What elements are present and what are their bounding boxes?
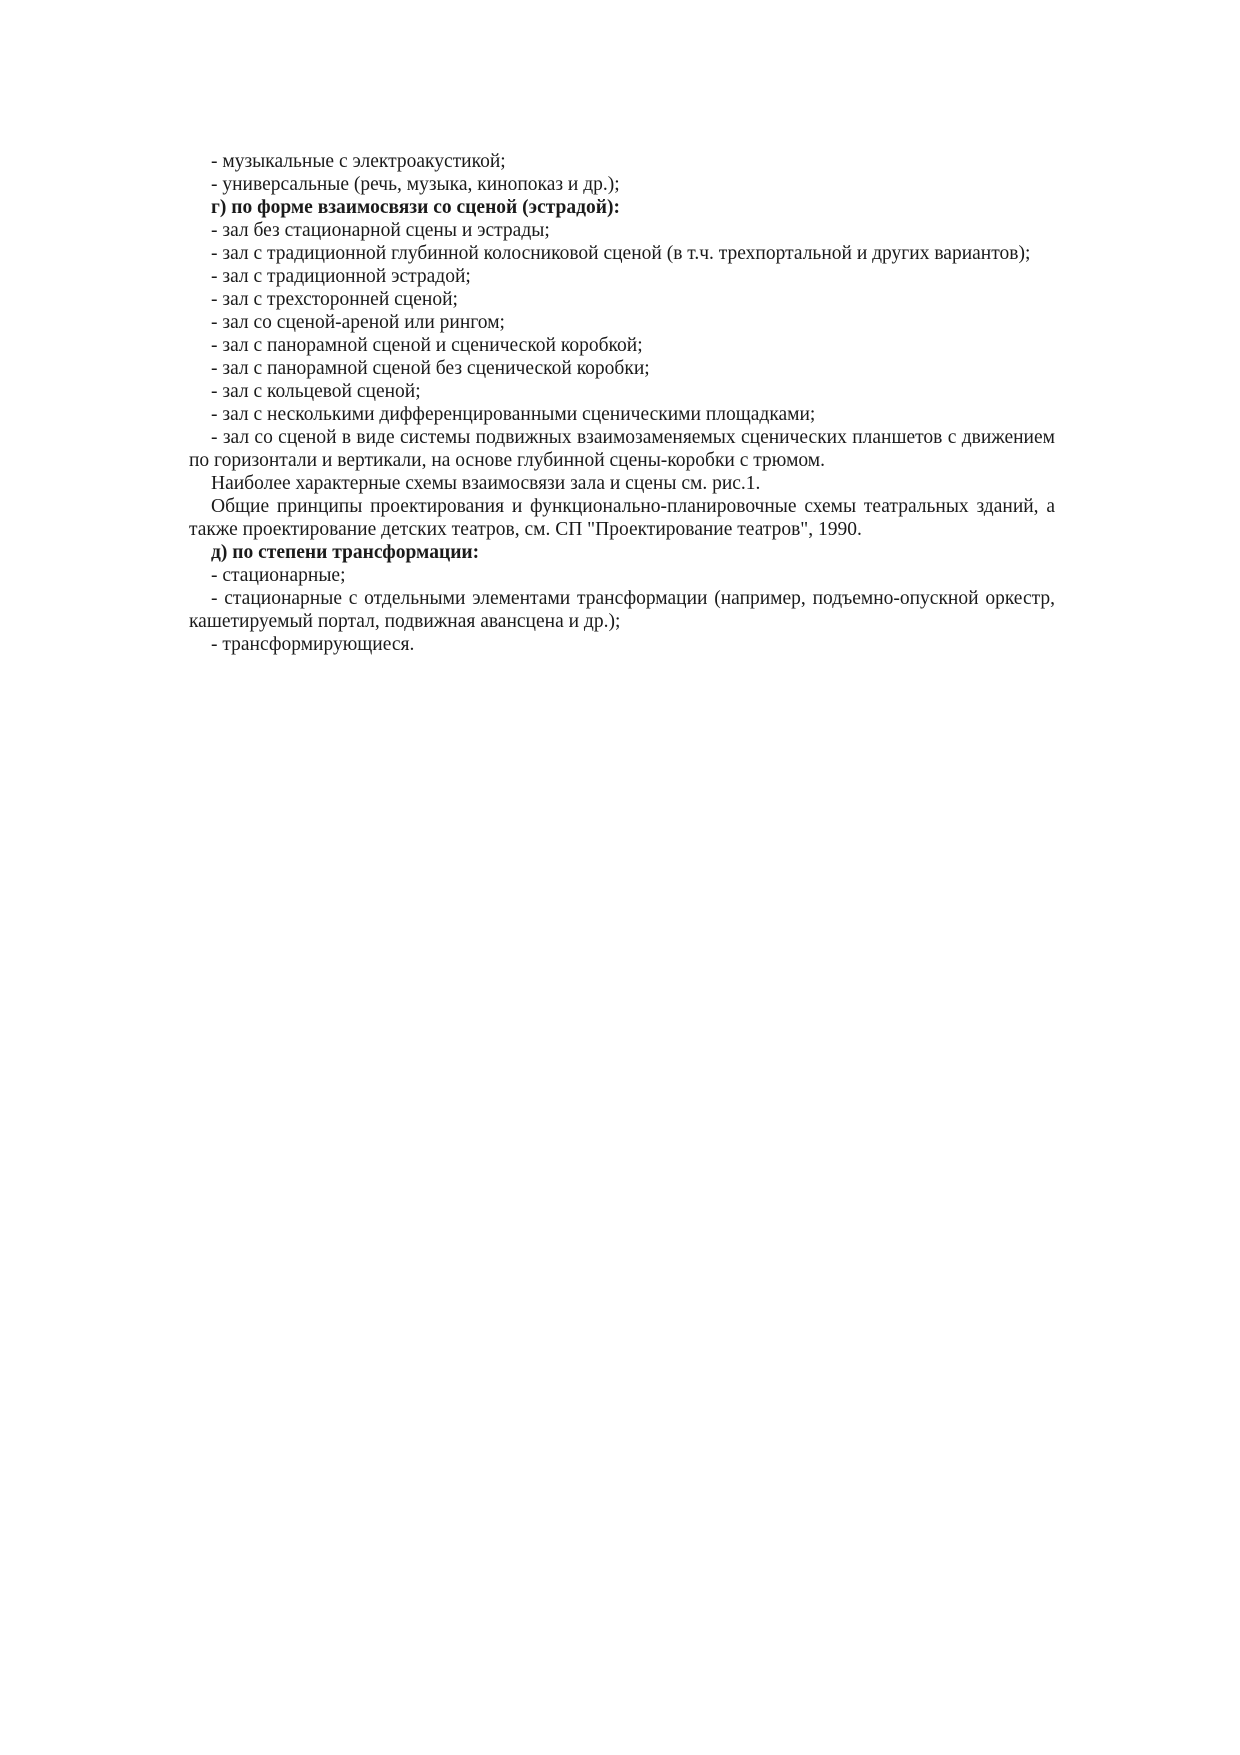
document-body	[189, 150, 1055, 656]
list-item: - стационарные с отдельными элементами трансформации (например, подъемно-опускной оркестр, кашетируемый портал, подвижная авансцена и др.);	[189, 588, 1055, 632]
body-paragraph: Общие принципы проектирования и функционально-планировочные схемы театральных зданий, а также проектирование детских театров, см. СП "Проектирование театров", 1990.	[189, 496, 1055, 540]
list-item: - зал без стационарной сцены и эстрады;	[211, 220, 550, 241]
section-heading-form: г) по форме взаимосвязи со сценой (эстрадой):	[211, 197, 620, 218]
list-item: - трансформирующиеся.	[211, 634, 415, 655]
list-item: - стационарные;	[211, 565, 346, 586]
list-item: - зал с традиционной глубинной колосниковой сценой (в т.ч. трехпортальной и других вариантов);	[211, 243, 1031, 264]
list-item: - зал с традиционной эстрадой;	[211, 266, 471, 287]
list-item: - зал со сценой-ареной или рингом;	[211, 312, 505, 333]
list-item: - музыкальные с электроакустикой;	[211, 151, 506, 172]
list-item: - зал с панорамной сценой и сценической коробкой;	[211, 335, 643, 356]
list-item: - зал с трехсторонней сценой;	[211, 289, 458, 310]
list-item: - универсальные (речь, музыка, кинопоказ и др.);	[211, 174, 620, 195]
list-item: - зал с несколькими дифференцированными сценическими площадками;	[211, 404, 816, 425]
list-item: - зал с кольцевой сценой;	[211, 381, 421, 402]
list-item: - зал со сценой в виде системы подвижных взаимозаменяемых сценических планшетов с движением по горизонтали и вертикали, на основе глубинной сцены-коробки с трюмом.	[189, 427, 1055, 471]
section-heading-transformation: д) по степени трансформации:	[211, 542, 480, 563]
body-paragraph: Наиболее характерные схемы взаимосвязи зала и сцены см. рис.1.	[211, 473, 761, 494]
list-item: - зал с панорамной сценой без сценической коробки;	[211, 358, 650, 379]
